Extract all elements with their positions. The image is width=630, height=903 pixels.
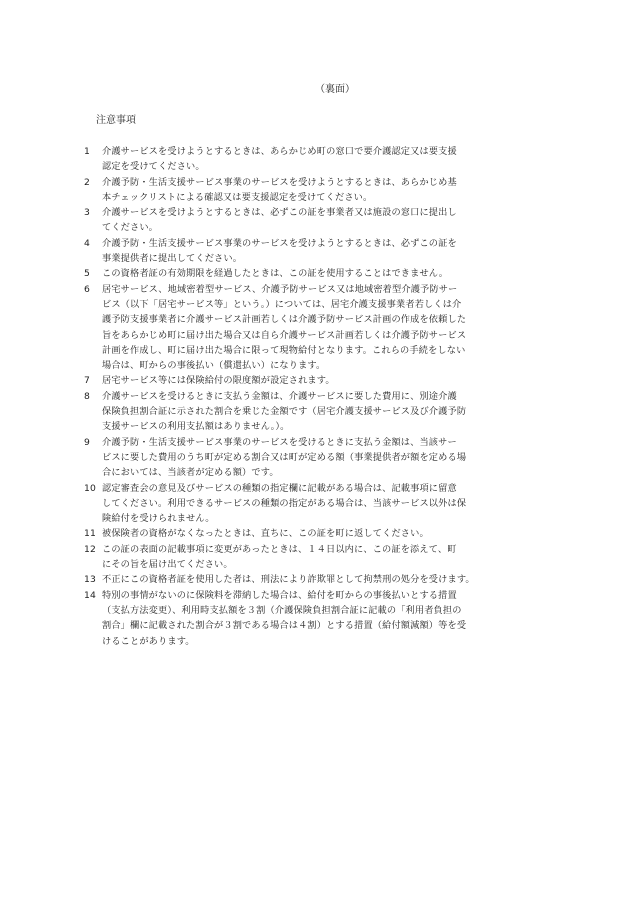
note-number: 5 [84,268,90,280]
note-line: 護予防支援事業者に介護サービス計画若しくは介護予防サービス計画の作成を依頼した [102,314,467,326]
note-text [96,144,554,175]
note-number: 9 [84,436,90,448]
note-item [84,373,554,388]
note-line: 認定審査会の意見及びサービスの種類の指定欄に記載がある場合は、記載事項に留意 [102,482,457,494]
note-number: 14 [84,589,96,601]
note-line: 事業提供者に提出してください。 [102,253,243,265]
note-line: 介護予防・生活支援サービス事業のサービスを受けようとするときは、あらかじめ基 [102,176,457,188]
note-line: 居宅サービス等には保険給付の限度額が設定されます。 [102,375,335,387]
note-line: 特別の事情がないのに保険料を滞納した場合は、給付を町からの事後払いとする措置 [102,589,457,601]
note-number: 2 [84,176,90,188]
note-line: 認定を受けてください。 [102,161,205,173]
note-item [84,389,554,435]
note-line: 介護予防・生活支援サービス事業のサービスを受けるときに支払う金額は、当該サー [102,436,457,448]
note-item [84,435,554,481]
note-number: 4 [84,237,90,249]
note-text [96,526,554,541]
note-number: 8 [84,390,90,402]
note-item [84,144,554,175]
note-line: 保険負担割合証に示された割合を乗じた金額です（居宅介護支援サービス及び介護予防 [102,406,467,418]
note-line: 介護サービスを受けようとするときは、あらかじめ町の窓口で要介護認定又は要支援 [102,146,457,157]
note-line: 険給付を受けられません。 [102,513,215,525]
note-text [96,175,554,206]
note-text [96,282,554,374]
note-item [84,481,554,527]
note-number: 7 [84,375,90,387]
note-line: 計画を作成し、町に届け出た場合に限って現物給付となります。これらの手続をしない [102,344,466,356]
note-line: ビス（以下「居宅サービス等」という。）については、居宅介護支援事業者若しくは介 [102,298,462,310]
note-number: 10 [84,482,96,494]
note-line: 不正にこの資格者証を使用した者は、刑法により詐欺罪として拘禁刑の処分を受けます。 [102,574,475,586]
note-line: 旨をあらかじめ町に届け出た場合又は自ら介護サービス計画若しくは介護予防サービス [102,329,467,341]
note-line: 本チェックリストによる確認又は要支援認定を受けてください。 [102,191,373,203]
note-text [96,588,554,649]
note-item [84,526,554,541]
note-text [96,373,554,388]
note-line: （支払方法変更）、利用時支払額を３割（介護保険負担割合証に記載の「利用者負担の [102,604,462,616]
note-item [84,266,554,281]
note-item [84,542,554,573]
note-text [96,236,554,267]
note-text [96,481,554,527]
note-number: 12 [84,543,96,555]
note-line: この資格者証の有効期限を経過したときは、この証を使用することはできません。 [102,268,449,280]
note-item [84,236,554,267]
page-side-label: （裏面） [315,84,355,95]
note-number: 1 [84,146,90,157]
note-line: にその旨を届け出てください。 [102,559,233,571]
note-number: 6 [84,283,90,295]
note-item [84,572,554,587]
note-item [84,282,554,374]
note-line: 被保険者の資格がなくなったときは、直ちに、この証を町に返してください。 [102,528,429,540]
note-line: 介護サービスを受けるときに支払う金額は、介護サービスに要した費用に、別途介護 [102,390,457,402]
note-text [96,205,554,236]
note-line: 介護予防・生活支援サービス事業のサービスを受けようとするときは、必ずこの証を [102,237,457,249]
note-text [96,389,554,435]
note-line: 介護サービスを受けようとするときは、必ずこの証を事業者又は施設の窓口に提出し [102,207,457,219]
note-line: してください。利用できるサービスの種類の指定がある場合は、当該サービス以外は保 [102,497,467,509]
note-text [96,542,554,573]
note-item [84,205,554,236]
note-line: 支援サービスの利用支払額はありません。）。 [102,421,290,433]
note-number: 3 [84,207,90,219]
note-text [96,435,554,481]
note-text [96,572,554,587]
note-item [84,175,554,206]
note-line: 場合は、町からの事後払い（償還払い）になります。 [102,360,326,372]
note-number: 11 [84,528,96,540]
note-line: この証の表面の記載事項に変更があったときは、１４日以内に、この証を添えて、町 [102,543,457,555]
note-item [84,588,554,649]
note-number: 13 [84,574,96,586]
note-line: ビスに要した費用のうち町が定める割合又は町が定める額（事業提供者が額を定める場 [102,451,467,463]
note-line: けることがあります。 [102,635,195,647]
note-line: 割合」欄に記載された割合が３割である場合は４割）とする措置（給付額減額）等を受 [102,620,467,632]
note-text [96,266,554,281]
notes-list [84,144,554,649]
note-line: てください。 [102,222,159,234]
section-title: 注意事項 [96,115,136,126]
note-line: 合においては、当該者が定める額）です。 [102,467,279,479]
note-line: 居宅サービス、地域密着型サービス、介護予防サービス又は地域密着型介護予防サー [102,283,458,295]
